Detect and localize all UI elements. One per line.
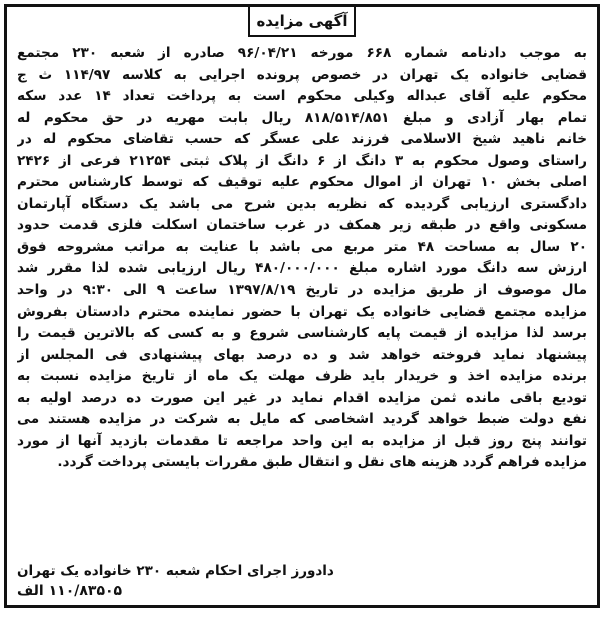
notice-line: تودیع باقی مانده ثمن مزایده اقدام نماید در غیر این صورت ده درصد اولیه به: [17, 389, 587, 406]
notice-title: آگهی مزایده: [248, 7, 356, 37]
notice-line: نفع دولت ضبط خواهد گردید اشخاصی که مایل به شرکت در مزایده هستند می: [17, 411, 587, 428]
notice-line: ارزش سه دانگ مورد اشاره مبلغ ۴۸۰/۰۰۰/۰۰۰ ریال ارزیابی شده لذا مقرر شد: [17, 260, 587, 277]
notice-line: خانم ناهید شیخ الاسلامی فرزند علی عسگر که حسب تقاضای محکوم له در: [17, 131, 587, 148]
notice-line: محکوم علیه آقای عبداله وکیلی محکوم است به پرداخت تعداد ۱۴ عدد سکه: [17, 88, 587, 105]
notice-line: تمام بهار آزادی و مبلغ ۸۱۸/۵۱۴/۸۵۱ ریال بابت مهریه در حق محکوم له: [17, 109, 587, 126]
notice-line: دادگستری ارزیابی گردیده که نظریه بدین شرح می باشد یک دستگاه آپارتمان: [17, 195, 587, 212]
notice-line: مسکونی واقع در طبقه زیر همکف در غرب ساختمان اسکلت فلزی قدمت حدود: [17, 217, 587, 234]
notice-line: اصلی بخش ۱۰ تهران از اموال محکوم علیه توقیف که توسط کارشناس محترم: [17, 174, 587, 191]
notice-body: [17, 43, 587, 474]
notice-line: مزایده فراهم گردد هزینه های نقل و انتقال طبق مقررات بایستی پرداخت گردد.: [57, 454, 587, 471]
notice-line: قضایی خانواده یک تهران در خصوص پرونده اجرایی به کلاسه ۱۱۴/۹۷ ث ج: [17, 66, 587, 83]
notice-line: ۲۰ سال به مساحت ۴۸ متر مربع می باشد با عنایت به مراتب مشروحه فوق: [17, 238, 587, 255]
notice-code: ۱۱۰/۸۳۵۰۵ الف: [17, 583, 123, 599]
notice-line: توانند پنج روز قبل از مزایده به این واحد مراجعه تا مقدمات بازدید آنها از مورد: [17, 432, 587, 449]
signature-line: دادورز اجرای احکام شعبه ۲۳۰ خانواده یک تهران: [17, 563, 334, 579]
notice-line: مال موصوف از طریق مزایده در تاریخ ۱۳۹۷/۸/۱۹ ساعت ۹ الی ۹:۳۰ در واحد: [17, 282, 587, 299]
notice-line: برنده مزایده اخذ و خریدار باید ظرف مهلت یک ماه از تاریخ مزایده نسبت به: [17, 368, 587, 385]
notice-line: به موجب دادنامه شماره ۶۶۸ مورخه ۹۶/۰۴/۲۱ صادره از شعبه ۲۳۰ مجتمع: [17, 45, 587, 61]
notice-footer: [17, 563, 587, 599]
notice-line: راستای وصول محکوم به ۳ دانگ از ۶ دانگ از پلاک ثبتی ۲۱۲۵۴ فرعی از ۲۴۲۶: [17, 152, 587, 169]
notice-line: مزایده مجتمع قضایی خانواده یک تهران با حضور نماینده محترم دادستان بفروش: [17, 303, 587, 320]
auction-notice: [4, 4, 600, 608]
notice-line: برسد لذا مزایده از قیمت پایه کارشناسی شروع و به کسی که بالاترین قیمت را: [17, 325, 587, 342]
notice-line: پیشنهاد نماید فروخته خواهد شد و ده درصد بهای پیشنهادی فی المجلس از: [17, 346, 587, 363]
